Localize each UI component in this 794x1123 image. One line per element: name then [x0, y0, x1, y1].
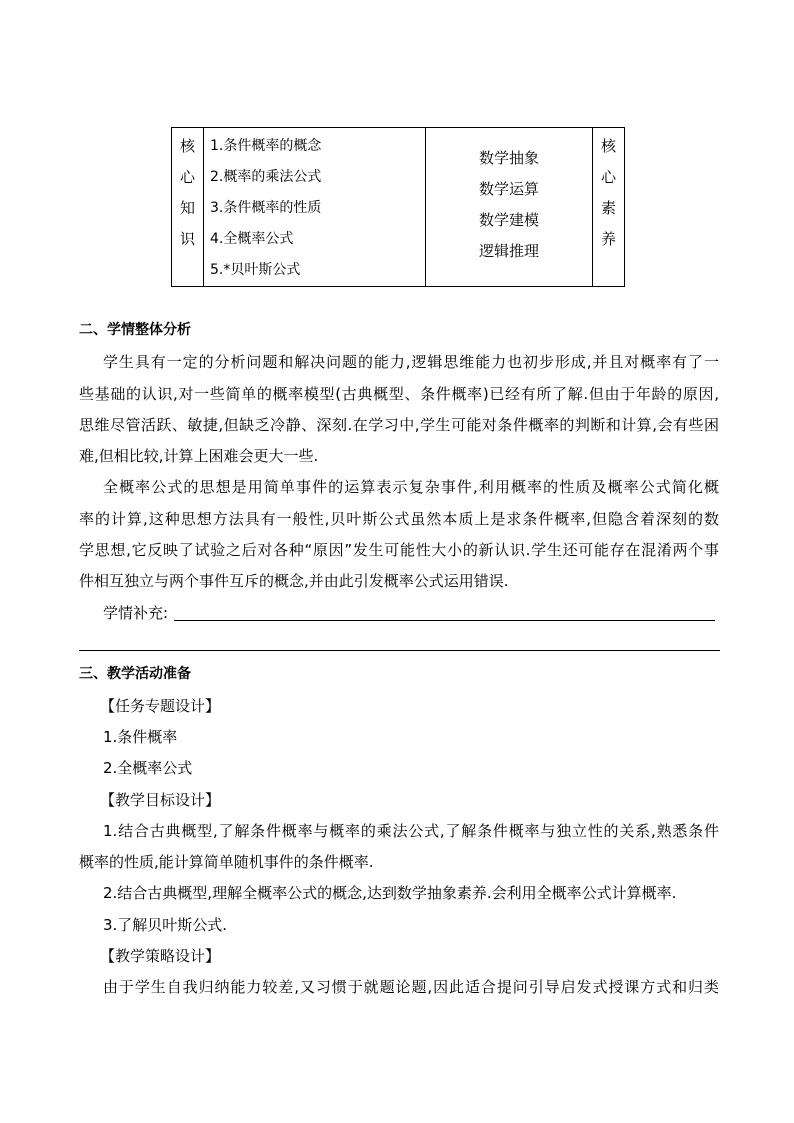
- subsection-title: 【教学策略设计】: [100, 947, 221, 965]
- paragraph-line: 思维尽管活跃、敏捷,但缺乏冷静、深刻.在学习中,学生可能对条件概率的判断和计算,会有些困: [79, 416, 719, 434]
- table-label-char: 核: [179, 137, 195, 155]
- paragraph-line: 率的计算,这种思想方法具有一般性,贝叶斯公式虽然本质上是求条件概率,但隐含着深刻的数: [79, 510, 719, 528]
- list-item: 1.条件概率: [103, 728, 178, 746]
- table-label-char: 知: [179, 199, 195, 217]
- paragraph-line: 1.结合古典概型,了解条件概率与概率的乘法公式,了解条件概率与独立性的关系,熟悉条件: [103, 822, 719, 840]
- knowledge-list-cell: [204, 128, 426, 287]
- paragraph-line: 3.了解贝叶斯公式.: [103, 916, 228, 934]
- section-heading-analysis: 二、学情整体分析: [79, 322, 191, 338]
- knowledge-item: 1.条件概率的概念: [210, 138, 322, 154]
- table-label-char: 心: [179, 168, 195, 186]
- section-heading-preparation: 三、教学活动准备: [79, 666, 191, 682]
- paragraph-line: 全概率公式的思想是用简单事件的运算表示复杂事件,利用概率的性质及概率公式简化概: [103, 478, 719, 496]
- knowledge-item: 5.*贝叶斯公式: [210, 262, 301, 278]
- knowledge-item: 4.全概率公式: [210, 231, 294, 247]
- table-label-char: 心: [600, 168, 616, 186]
- paragraph-line: 些基础的认识,对一些简单的概率模型(古典概型、条件概率)已经有所了解.但由于年龄的原因,: [79, 385, 719, 403]
- list-item: 2.全概率公式: [103, 759, 193, 777]
- paragraph-line: 难,但相比较,计算上困难会更大一些.: [79, 447, 319, 465]
- table-label-char: 核: [600, 137, 616, 155]
- table-label-char: 素: [600, 199, 616, 217]
- literacy-list-cell: [426, 128, 593, 287]
- supplement-fill-line-2[interactable]: [79, 650, 720, 651]
- paragraph-line: 由于学生自我归纳能力较差,又习惯于就题论题,因此适合提问引导启发式授课方式和归类: [103, 978, 719, 996]
- paragraph-line: 学生具有一定的分析问题和解决问题的能力,逻辑思维能力也初步形成,并且对概率有了一: [103, 353, 719, 371]
- subsection-title: 【任务专题设计】: [100, 697, 221, 715]
- table-label-char: 识: [179, 230, 195, 248]
- paragraph-line: 件相互独立与两个事件互斥的概念,并由此引发概率公式运用错误.: [79, 572, 509, 590]
- table-label-char: 养: [600, 230, 616, 248]
- paragraph-line: 2.结合古典概型,理解全概率公式的概念,达到数学抽象素养.会利用全概率公式计算概率.: [103, 884, 677, 902]
- paragraph-line: 概率的性质,能计算简单随机事件的条件概率.: [79, 853, 374, 871]
- paragraph-line: 学思想,它反映了试验之后对各种“原因”发生可能性大小的新认识.学生还可能存在混淆两个事: [79, 541, 719, 559]
- literacy-item: 数学抽象: [478, 149, 539, 167]
- subsection-title: 【教学目标设计】: [100, 791, 221, 809]
- literacy-item: 逻辑推理: [478, 242, 539, 260]
- supplement-fill-line[interactable]: [174, 620, 715, 621]
- core-knowledge-label-cell: [172, 128, 204, 287]
- core-literacy-label-cell: [593, 128, 625, 287]
- supplement-label: 学情补充:: [103, 604, 169, 622]
- knowledge-literacy-table: [171, 127, 625, 287]
- literacy-item: 数学建模: [478, 211, 539, 229]
- knowledge-item: 2.概率的乘法公式: [210, 169, 322, 185]
- knowledge-item: 3.条件概率的性质: [210, 200, 322, 216]
- literacy-item: 数学运算: [478, 180, 539, 198]
